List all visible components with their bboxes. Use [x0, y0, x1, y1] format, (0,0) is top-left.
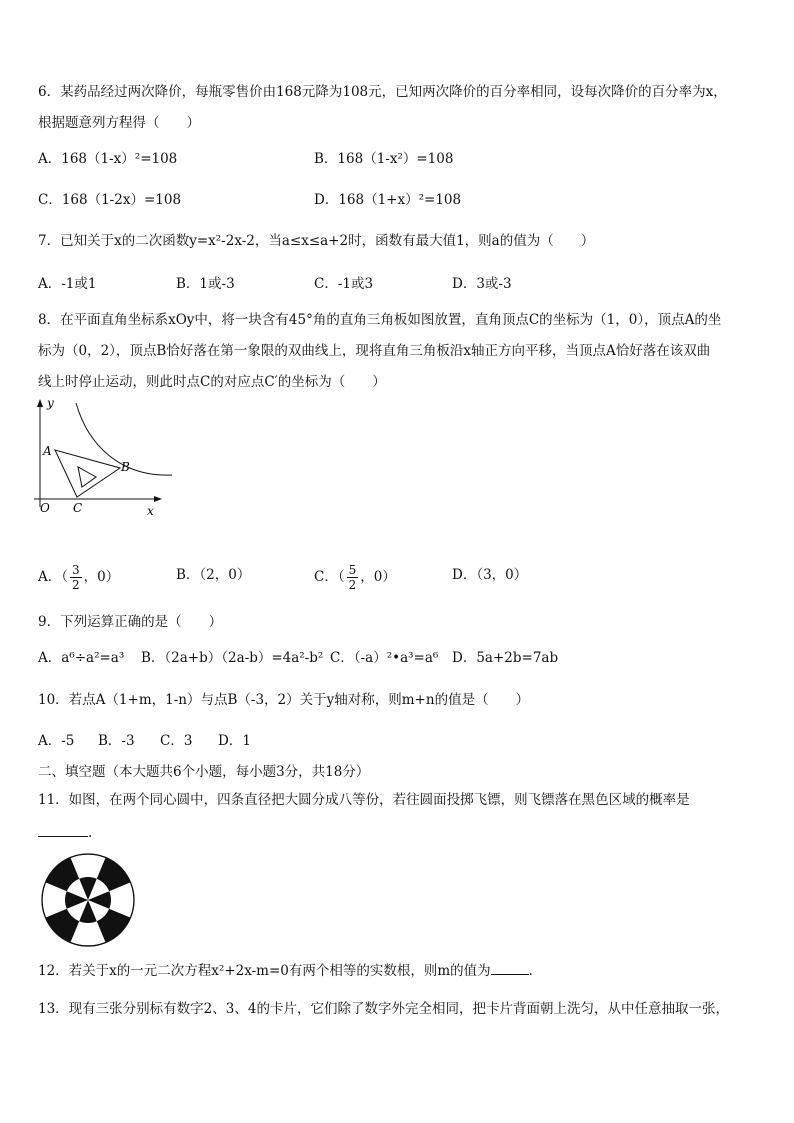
q9-option-c: C．（-a）²•a³=a⁶ — [330, 650, 439, 666]
q6-option-d: D．168（1+x）²=108 — [314, 192, 462, 208]
q12-answer-blank[interactable] — [491, 960, 529, 975]
q11-stem-line1: 11．如图，在两个同心圆中，四条直径把大圆分成八等份，若往圆面投掷飞镖，则飞镖落在黑色区域的概率是 — [38, 792, 690, 808]
q10-stem-line1: 10．若点A（1+m，1-n）与点B（-3，2）关于y轴对称，则m+n的值是（ ） — [38, 692, 530, 708]
q8-option-d: D．（3，0） — [452, 567, 528, 583]
label-a: A — [43, 444, 52, 458]
q7-option-c: C．-1或3 — [314, 276, 374, 292]
label-c: C — [73, 501, 83, 515]
q8-option-a-numerator: 3 — [72, 563, 80, 577]
q11-answer-suffix: . — [88, 825, 93, 841]
q12-stem-suffix: ． — [528, 963, 543, 979]
q8-option-a-suffix: ，0） — [83, 569, 120, 585]
q10-option-d: D．1 — [218, 733, 251, 749]
q8-stem-line3: 线上时停止运动，则此时点C的对应点C′的坐标为（ ） — [38, 374, 386, 390]
q11-answer-blank[interactable] — [38, 822, 88, 837]
q10-option-c: C．3 — [160, 733, 193, 749]
q6-stem-line1: 6．某药品经过两次降价，每瓶零售价由168元降为108元，已知两次降价的百分率相同，设每次降价的百分率为x， — [38, 84, 727, 100]
q12-stem-text: 12．若关于x的一元二次方程x²+2x-m=0有两个相等的实数根，则m的值为 — [38, 963, 491, 979]
q13-stem-line1: 13．现有三张分别标有数字2、3、4的卡片，它们除了数字外完全相同，把卡片背面朝上洗匀，从中任意抽取一张， — [38, 1001, 729, 1017]
q8-stem-line2: 标为（0，2），顶点B恰好落在第一象限的双曲线上，现将直角三角板沿x轴正方向平移，当顶点A恰好落在该双曲 — [38, 343, 711, 359]
q8-option-a-denominator: 2 — [72, 578, 80, 592]
label-o: O — [40, 501, 50, 515]
y-axis-arrow — [37, 399, 43, 407]
q11-answer-line — [38, 822, 92, 843]
x-axis-arrow — [154, 496, 162, 502]
q7-stem-line1: 7．已知关于x的二次函数y=x²-2x-2，当a≤x≤a+2时，函数有最大值1，则a的值为（ ） — [38, 233, 595, 249]
q9-option-b: B．（2a+b）（2a-b）=4a²-b² — [141, 650, 324, 666]
q7-option-d: D．3或-3 — [452, 276, 512, 292]
q9-stem-line1: 9．下列运算正确的是（ ） — [38, 614, 223, 630]
q12-stem-line1 — [38, 960, 542, 981]
q8-option-a — [38, 563, 119, 592]
q8-option-a-prefix: A．（ — [38, 569, 68, 585]
q8-option-c-denominator: 2 — [348, 578, 357, 592]
q8-option-c-suffix: ，0） — [360, 569, 396, 585]
q9-option-d: D．5a+2b=7ab — [452, 650, 559, 666]
q8-option-a-fraction — [70, 563, 82, 592]
q6-option-a: A．168（1-x）²=108 — [38, 151, 178, 167]
q8-option-c — [314, 563, 396, 592]
label-x: x — [147, 504, 154, 518]
label-b: B — [121, 460, 130, 474]
q6-stem-line2: 根据题意列方程得（ ） — [38, 115, 200, 131]
q8-figure — [30, 395, 180, 545]
q9-option-a: A．a⁶÷a²=a³ — [38, 650, 125, 666]
q8-option-c-numerator: 5 — [348, 563, 357, 577]
q8-stem-line1: 8．在平面直角坐标系xOy中，将一块含有45°角的直角三角板如图放置，直角顶点C的坐标为（1，0），顶点A的坐 — [38, 312, 722, 328]
q6-option-c: C．168（1-2x）=108 — [38, 192, 182, 208]
q7-option-b: B．1或-3 — [176, 276, 235, 292]
section2-title: 二、填空题（本大题共6个小题，每小题3分，共18分） — [38, 764, 370, 780]
q10-option-b: B．-3 — [98, 733, 135, 749]
q8-option-b: B．（2，0） — [176, 567, 251, 583]
q10-option-a: A．-5 — [38, 733, 75, 749]
q11-figure — [38, 850, 138, 950]
q8-option-c-fraction — [347, 563, 359, 592]
inner-triangle — [78, 467, 96, 487]
label-y: y — [47, 396, 54, 410]
q7-option-a: A．-1或1 — [38, 276, 97, 292]
q8-option-c-prefix: C．（ — [314, 569, 345, 585]
target-disc — [42, 854, 134, 946]
q6-option-b: B．168（1-x²）=108 — [314, 151, 454, 167]
